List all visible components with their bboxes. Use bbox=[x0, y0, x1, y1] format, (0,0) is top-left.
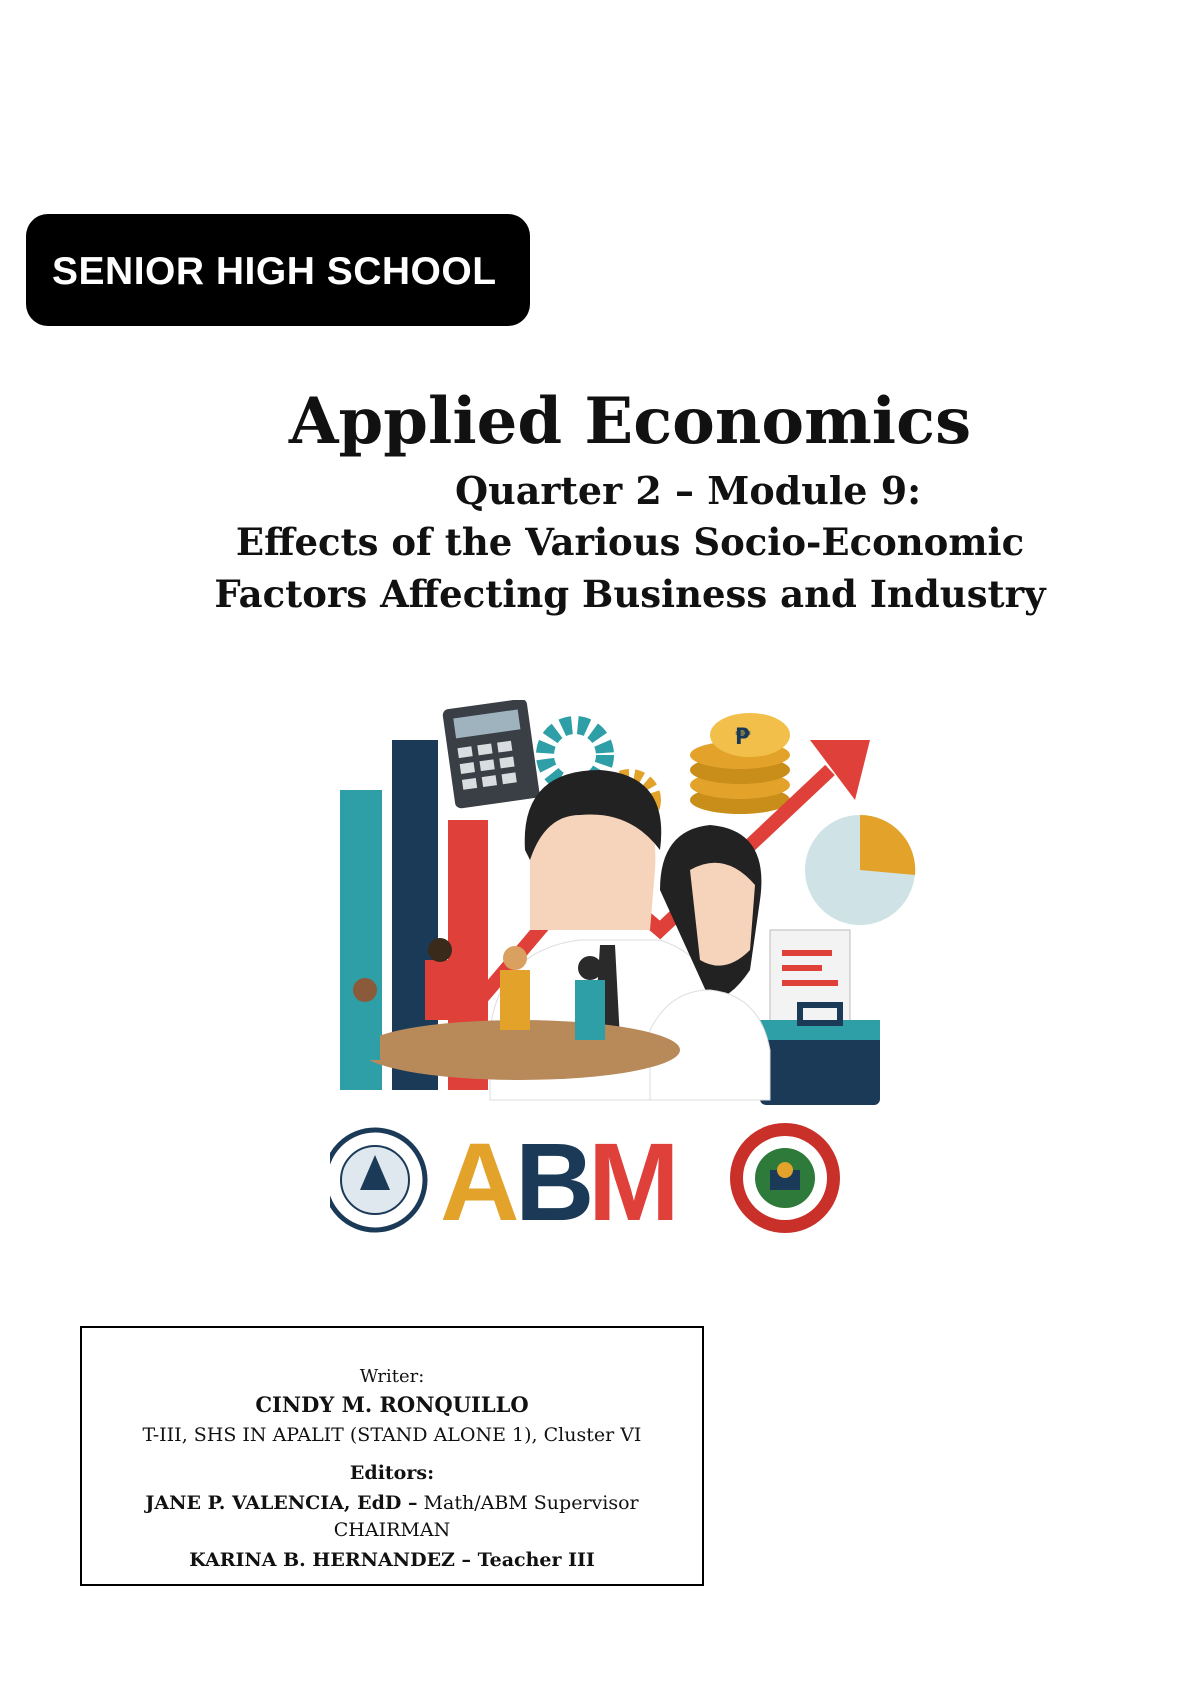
writer-name: CINDY M. RONQUILLO bbox=[255, 1392, 529, 1417]
calculator-icon bbox=[442, 700, 540, 809]
level-badge bbox=[26, 214, 530, 326]
editor-1-name: JANE P. VALENCIA, EdD – bbox=[145, 1492, 418, 1514]
svg-text:₱: ₱ bbox=[735, 725, 751, 750]
writer-role: T-III, SHS IN APALIT (STAND ALONE 1), Cluster VI bbox=[142, 1424, 642, 1446]
abm-logo: A bbox=[440, 1121, 520, 1244]
credits-box bbox=[80, 1326, 704, 1586]
svg-text:M: M bbox=[588, 1121, 680, 1244]
topic-line-2: Factors Affecting Business and Industry bbox=[214, 572, 1046, 616]
editor-1-title: CHAIRMAN bbox=[333, 1519, 451, 1541]
topic-line-1: Effects of the Various Socio-Economic bbox=[235, 520, 1025, 564]
deped-seal-icon bbox=[330, 1130, 425, 1230]
module-title: Applied Economics bbox=[288, 384, 972, 459]
editor-1 bbox=[82, 1492, 702, 1514]
briefcase-icon bbox=[760, 1005, 880, 1105]
editor-1-role: Math/ABM Supervisor bbox=[423, 1492, 639, 1514]
writer-label: Writer: bbox=[359, 1366, 425, 1387]
editors-label: Editors: bbox=[349, 1462, 435, 1484]
module-subtitle: Quarter 2 – Module 9: bbox=[455, 468, 922, 513]
editor-2: KARINA B. HERNANDEZ – Teacher III bbox=[189, 1549, 595, 1571]
peso-coins-icon bbox=[690, 713, 790, 814]
cover-illustration bbox=[330, 700, 960, 1270]
svg-text:B: B bbox=[515, 1121, 595, 1244]
badge-label: SENIOR HIGH SCHOOL bbox=[52, 250, 497, 293]
division-seal-icon bbox=[730, 1123, 840, 1233]
pie-chart-icon bbox=[805, 815, 915, 925]
